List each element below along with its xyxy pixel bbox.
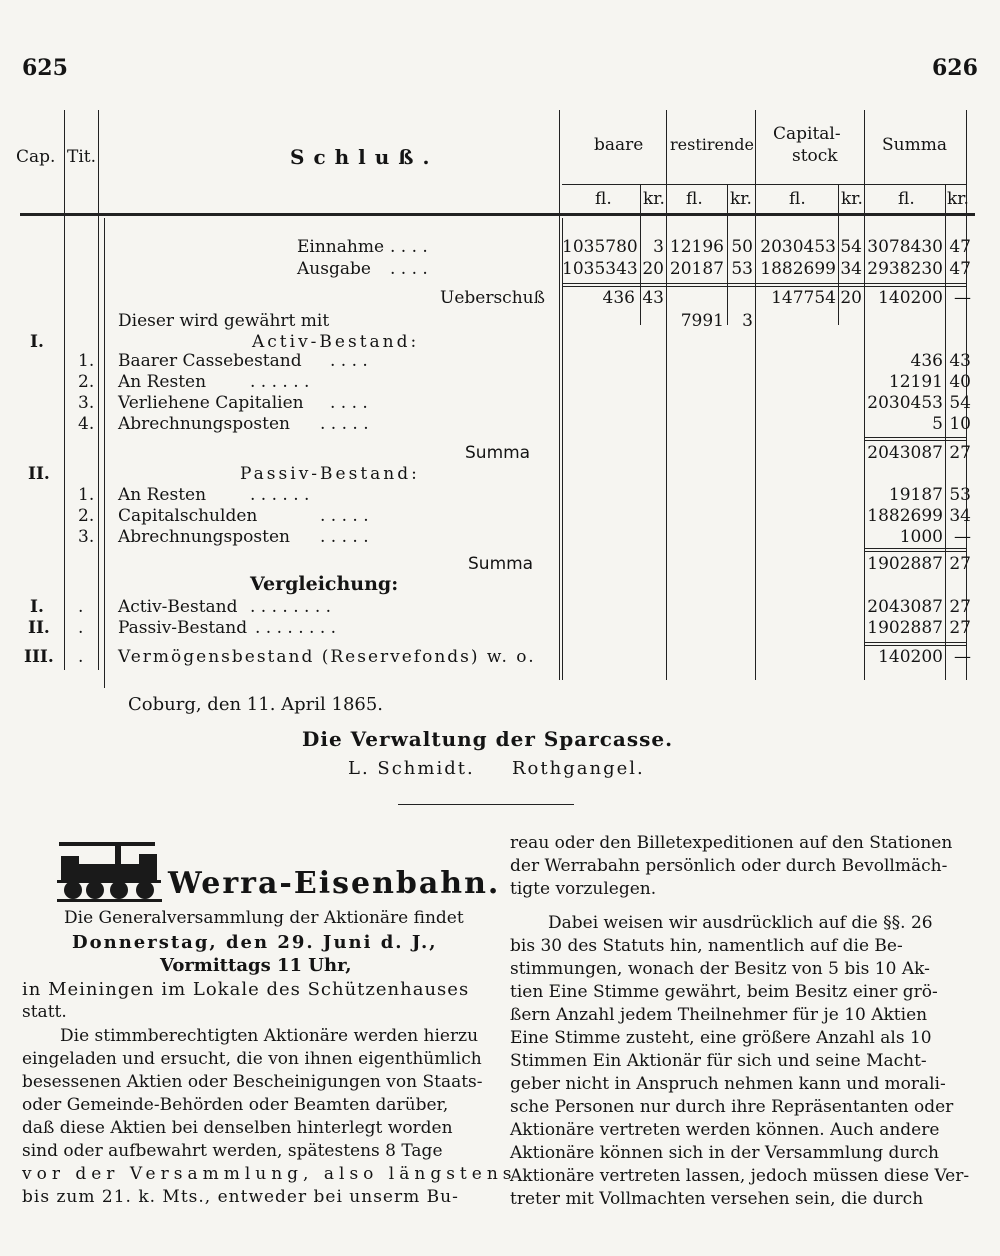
notice-text: Stimmen Ein Aktionär für sich und seine Macht-: [510, 1051, 927, 1071]
cell: —: [954, 288, 971, 308]
cell: 436: [910, 351, 943, 371]
subheader-kr: kr.: [841, 189, 863, 209]
cell: 1902887: [867, 618, 943, 638]
notice-text: Die stimmberechtigten Aktionäre werden hierzu: [60, 1026, 479, 1046]
cap-numeral: II.: [28, 464, 50, 484]
col-header-restirende: restirende: [670, 135, 755, 154]
cell: 50: [731, 237, 753, 257]
cell: 19187: [888, 485, 943, 505]
cell: 12191: [888, 372, 943, 392]
col-header-tit: Tit.: [67, 147, 97, 167]
cell: 1035780: [562, 237, 638, 257]
notice-text: Donnerstag, den 29. Juni d. J.,: [72, 932, 438, 953]
notice-text: besessenen Aktien oder Bescheinigungen von Staats-: [22, 1072, 483, 1092]
subheader-fl: fl.: [898, 189, 915, 209]
row-label: Capitalschulden: [118, 506, 258, 526]
cell: —: [954, 647, 971, 667]
cap-numeral: I.: [30, 597, 44, 617]
cell: 34: [949, 506, 971, 526]
cell: 20187: [669, 259, 724, 279]
cell: 5: [932, 414, 943, 434]
leader-dots: . . . . . . . .: [250, 597, 332, 617]
cell: 2030453: [867, 393, 943, 413]
cap-numeral: III.: [24, 647, 54, 667]
section-heading-vergleichung: Vergleichung:: [250, 573, 399, 595]
row-label-ueberschuss: Ueberschuß: [440, 288, 545, 308]
subheader-kr: kr.: [947, 189, 969, 209]
cell: 1000: [899, 527, 943, 547]
section-heading-passiv: Passiv-Bestand:: [240, 464, 420, 484]
notice-text: treter mit Vollmachten versehen sein, die durch: [510, 1189, 924, 1209]
cell: 140200: [878, 647, 943, 667]
cell: 27: [949, 597, 971, 617]
cell: 20: [642, 259, 664, 279]
cell: 40: [949, 372, 971, 392]
cell: 1882699: [867, 506, 943, 526]
leader-dots: . . . .: [330, 393, 368, 413]
subheader-fl: fl.: [686, 189, 703, 209]
tit-number: 3.: [78, 527, 95, 547]
leader-dots: . . . . . . . .: [255, 618, 337, 638]
col-header-baare: baare: [594, 135, 644, 155]
leader-dots: . . . . .: [320, 506, 369, 526]
cell: 20: [840, 288, 862, 308]
cell: 43: [949, 351, 971, 371]
cell: 53: [949, 485, 971, 505]
cell: 140200: [878, 288, 943, 308]
notice-text: Dabei weisen wir ausdrücklich auf die §§. 26: [548, 913, 933, 933]
cell: 3078430: [867, 237, 943, 257]
row-label-einnahme: Einnahme: [297, 237, 385, 257]
row-label-gewaehrt: Dieser wird gewährt mit: [118, 311, 330, 331]
cell: 1902887: [867, 554, 943, 574]
notice-text: Eine Stimme zusteht, eine größere Anzahl als 10: [510, 1028, 932, 1048]
notice-text: sche Personen nur durch ihre Repräsentanten oder: [510, 1097, 954, 1117]
notice-text: daß diese Aktien bei denselben hinterlegt worden: [22, 1118, 453, 1138]
notice-text: statt.: [22, 1002, 67, 1022]
signature: Rothgangel.: [512, 758, 645, 779]
leader-dots: . . . .: [330, 351, 368, 371]
notice-text: reau oder den Billetexpeditionen auf den Stationen: [510, 833, 953, 853]
cell: 54: [949, 393, 971, 413]
notice-text: Aktionäre vertreten werden können. Auch andere: [510, 1120, 940, 1140]
cell: 1882699: [760, 259, 836, 279]
place-date: Coburg, den 11. April 1865.: [128, 694, 384, 715]
notice-text: geber nicht in Anspruch nehmen kann und morali-: [510, 1074, 946, 1094]
col-header-schluss: Schluß.: [290, 145, 439, 169]
notice-text: Aktionäre können sich in der Versammlung durch: [510, 1143, 939, 1163]
row-label: Passiv-Bestand: [118, 618, 248, 638]
notice-text: eingeladen und ersucht, die von ihnen eigenthümlich: [22, 1049, 482, 1069]
cell: 43: [642, 288, 664, 308]
col-header-cap: Cap.: [16, 147, 56, 167]
cell: 3: [742, 311, 753, 331]
tit-number: 2.: [78, 372, 95, 392]
cell: 47: [949, 237, 971, 257]
leader-dots: . . . . .: [320, 414, 369, 434]
cell: 2043087: [867, 597, 943, 617]
separator-rule: [398, 804, 574, 805]
tit-number: 1.: [78, 351, 95, 371]
cell: —: [954, 527, 971, 547]
col-header-summa: Summa: [882, 135, 947, 155]
tit-number: .: [78, 597, 84, 617]
page-number-left: 625: [22, 55, 68, 81]
row-label-ausgabe: Ausgabe: [297, 259, 371, 279]
cell: 47: [949, 259, 971, 279]
cell: 12196: [669, 237, 724, 257]
leader-dots: . . . . . .: [250, 485, 310, 505]
cell: 436: [602, 288, 635, 308]
leader-dots: . . . .: [390, 259, 428, 279]
leader-dots: . . . .: [390, 237, 428, 257]
summa-label: Summa: [465, 443, 531, 463]
cell: 27: [949, 618, 971, 638]
cell: 147754: [771, 288, 836, 308]
row-label: An Resten: [118, 485, 207, 505]
authority: Die Verwaltung der Sparcasse.: [302, 727, 674, 751]
cell: 2030453: [760, 237, 836, 257]
row-label: An Resten: [118, 372, 207, 392]
row-label: Verliehene Capitalien: [118, 393, 304, 413]
col-header-capitalstock-2: stock: [792, 146, 838, 166]
row-label: Activ-Bestand: [118, 597, 238, 617]
notice-text: Aktionäre vertreten lassen, jedoch müssen diese Ver-: [510, 1166, 970, 1186]
notice-title: Werra-Eisenbahn.: [168, 866, 501, 901]
notice-text: bis zum 21. k. Mts., entweder bei unserm Bu-: [22, 1187, 459, 1207]
notice-text: ßern Anzahl jedem Theilnehmer für je 10 Aktien: [510, 1005, 928, 1025]
notice-text: Vormittags 11 Uhr,: [160, 955, 352, 976]
cap-numeral: I.: [30, 332, 44, 352]
subheader-fl: fl.: [595, 189, 612, 209]
leader-dots: . . . . . .: [250, 372, 310, 392]
subheader-kr: kr.: [730, 189, 752, 209]
row-label: Abrechnungsposten: [118, 414, 290, 434]
cell: 54: [840, 237, 862, 257]
cell: 27: [949, 554, 971, 574]
cell: 53: [731, 259, 753, 279]
notice-text: tigte vorzulegen.: [510, 879, 657, 899]
notice-text: tien Eine Stimme gewährt, beim Besitz einer grö-: [510, 982, 938, 1002]
notice-text: in Meiningen im Lokale des Schützenhauses: [22, 979, 470, 1000]
leader-dots: . . . . .: [320, 527, 369, 547]
summa-label: Summa: [468, 554, 534, 574]
tit-number: 3.: [78, 393, 95, 413]
tit-number: .: [78, 647, 84, 667]
col-header-capitalstock: Capital-: [773, 124, 841, 144]
notice-text: vor der Versammlung, also längstens: [22, 1164, 517, 1184]
cell: 3: [653, 237, 664, 257]
notice-text: stimmungen, wonach der Besitz von 5 bis 10 Ak-: [510, 959, 930, 979]
row-label: Baarer Cassebestand: [118, 351, 302, 371]
cell: 1035343: [562, 259, 638, 279]
notice-text: oder Gemeinde-Behörden oder Beamten darüber,: [22, 1095, 449, 1115]
tit-number: 2.: [78, 506, 95, 526]
subheader-kr: kr.: [643, 189, 665, 209]
cell: 2938230: [867, 259, 943, 279]
cell: 27: [949, 443, 971, 463]
locomotive-icon: [57, 838, 162, 902]
subheader-fl: fl.: [789, 189, 806, 209]
row-label: Vermögensbestand (Reservefonds) w. o.: [118, 647, 536, 667]
notice-text: sind oder aufbewahrt werden, spätestens 8 Tage: [22, 1141, 443, 1161]
tit-number: .: [78, 618, 84, 638]
notice-text: der Werrabahn persönlich oder durch Bevollmäch-: [510, 856, 948, 876]
section-heading-activ: Activ-Bestand:: [252, 332, 420, 352]
notice-text: bis 30 des Statuts hin, namentlich auf die Be-: [510, 936, 903, 956]
cell: 34: [840, 259, 862, 279]
tit-number: 4.: [78, 414, 95, 434]
tit-number: 1.: [78, 485, 95, 505]
cell: 10: [949, 414, 971, 434]
signature: L. Schmidt.: [348, 758, 475, 779]
row-label: Abrechnungsposten: [118, 527, 290, 547]
cell: 7991: [680, 311, 724, 331]
cell: 2043087: [867, 443, 943, 463]
cap-numeral: II.: [28, 618, 50, 638]
notice-text: Die Generalversammlung der Aktionäre findet: [64, 908, 464, 928]
page-number-right: 626: [932, 55, 978, 81]
